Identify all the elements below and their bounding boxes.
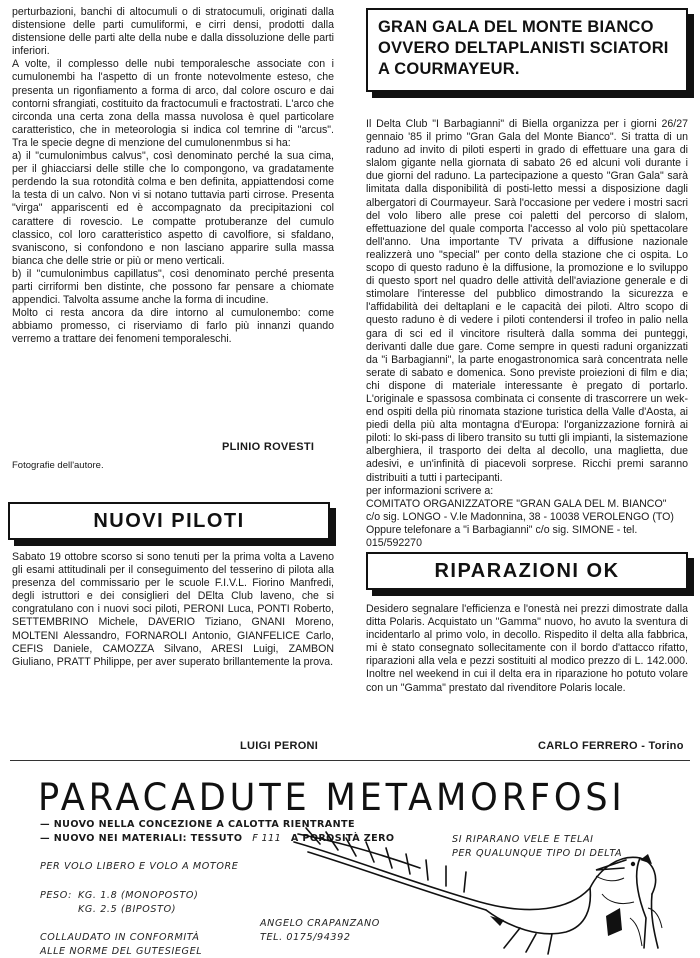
article-paragraph: Desidero segnalare l'efficienza e l'onestà nei prezzi dimostrate dalla ditta Polaris. Acquistato un "Gamma" nuovo, ho avuto la sventura di incidentarlo al primo volo, in decollo. Rispedito il delta alla fabbrica, mi è stato consegnato sollecitamente con il bordo d'attacco rifatto, riparazioni alla vela e pezzi sostituiti al modico prezzo di L. 142.000. Inoltre nel weekend in cui il delta era in riparazione ho potuto volare con un "Gamma" prestato dal rivenditore Polaris locale. <box>366 603 688 694</box>
info-line: c/o sig. LONGO - V.le Madonnina, 38 - 10038 VEROLENGO (TO) <box>366 510 674 523</box>
cumulonimbus-article <box>12 6 334 346</box>
photo-caption: Fotografie dell'autore. <box>12 460 104 471</box>
ad-cert: ALLE NORME DEL GUTESIEGEL <box>40 946 203 957</box>
ad-contact-tel: TEL. 0175/94392 <box>260 932 351 943</box>
riparazioni-article <box>366 603 688 695</box>
ad-cert: COLLAUDATO IN CONFORMITÀ <box>40 932 200 943</box>
ad-bullet-text: A POROSITÀ ZERO <box>290 833 395 844</box>
ad-use: PER VOLO LIBERO E VOLO A MOTORE <box>40 861 239 872</box>
article-paragraph: Il Delta Club "I Barbagianni" di Biella organizza per i giorni 26/27 gennaio '85 il primo "Gran Gala del Monte Bianco". Si tratta di un raduno ad invito di piloti esperti in grado di effettuare una gara di slalom gigante nella giornata di sabato 26 ed alcuni voli durante i due giorni del raduno. La partecipazione a questo "Gran Gala" sarà limitata dalla disponibilità di posti-letto messi a disposizione dagli albergatori di Courmayeur. Sarà l'occasione per vedere i mostri sacri del volo libero alle prese coi paletti del percorso di slalom, effettuazione del quale comporta l'accesso al volo più spettacolare dell'anno. Una importante TV privata a diffusione nazionale realizzerà uno "special" per conto della stazione che ci ospita. Lo scopo di questo raduno è la diffusione, la promozione e lo sviluppo di questo sport nel quadro delle attività dell'aviazione generale e di stimolare l'interesse del pubblico dimostrando la sicurezza e l'affidabilità dei deltaplani e le capacità dei piloti. Altro scopo di questo raduno è di vedere i piloti contendersi il trofeo in palio nella gara di sci ed il vincitore risulterà dalla somma dei punteggi, derivanti dalle due gare. Come sempre in questi raduni organizzati da "i Barbagianni", la parte enogastronomica sarà concentrata nelle serate di sabato e domenica. Sono previste proiezioni di film e dia; chi dispone di materiale interessante è pregato di portarlo. L'originale e spassosa combinata ci consente di trascorrere un wek-end ospiti della più rinomata stazione turistica della Valle d'Aosta, ai piedi della più alta montagna d'Europa: l'organizzazione fornirà ai piloti: lo ski-pass di libero transito su tutti gli impianti, la sistemazione alberghiera, il trasporto dei delta al decollo, una maglietta, due adesivi, e un'infinità di piacevoli sorprese. Ricchi premi saranno distribuiti a tutti i partecipanti. <box>366 118 688 484</box>
info-line: COMITATO ORGANIZZATORE "GRAN GALA DEL M. BIANCO" <box>366 497 667 510</box>
article-paragraph: A volte, il complesso delle nubi temporalesche associate con i cumulonembi ha l'aspetto di un fronte notevolmente esteso, che presenta un rigonfiamento a forma di arco, dal colore oscuro e dai contorni sfrangiati, costituito da fractocumuli e fractostrati. L'arco che circonda una certa zona della massa nuvolosa è quel particolare caratteristico, che in meteorologia si indica col temrine di "arcus". Tra le specie degne di menzione del cumulonenmbus si ha: <box>12 58 334 149</box>
article-paragraph: a) il "cumulonimbus calvus", così denominato perché la sua cima, per il ghiacciarsi delle stille che lo compongono, va gradatamente perdendo la sua rotondità colma e ben definita, appiattendosi come la testa di un calvo. Non vi si notano tuttavia parti cirrose. Presenta "virga" appariscenti ed è accompagnato da precipitazioni col carattere di rovescio. Le compatte protuberanze del cumulo classico, col loro caratteristico aspetto di cavolfiore, si sfaldano, svaniscono, si confondono e non lasciano apparire sulla massa bianca che delle strie or più or meno verticali. <box>12 150 334 267</box>
gala-article <box>366 118 688 550</box>
riparazioni-author: CARLO FERRERO - Torino <box>538 740 684 752</box>
ad-weight: KG. 2.5 (BIPOSTO) <box>78 904 177 915</box>
gala-title-line: OVVERO DELTAPLANISTI SCIATORI <box>378 39 669 57</box>
ad-fabric-code: F 111 <box>252 833 282 844</box>
piloti-title: NUOVI PILOTI <box>93 510 245 532</box>
piloti-title-box <box>8 502 330 540</box>
article-paragraph: Molto ci resta ancora da dire intorno al cumulonembo: come abbiamo promesso, ci riserviamo di farlo più innanzi quando verremo a trattare dei fenomeni temporaleschi. <box>12 307 334 346</box>
ad-repair-line: PER QUALUNQUE TIPO DI DELTA <box>452 848 623 859</box>
article-paragraph: b) il "cumulonimbus capillatus", così denominato perché presenta parti cirriformi ben distinte, che possono far pensare a chiomate appendici. Talvolta assume anche la forma di incudine. <box>12 267 334 307</box>
gala-title-box <box>366 8 688 92</box>
gala-title-line: A COURMAYEUR. <box>378 60 520 78</box>
ad-title: PARACADUTE METAMORFOSI <box>38 776 626 819</box>
gala-title-line: GRAN GALA DEL MONTE BIANCO <box>378 18 654 36</box>
article-paragraph: perturbazioni, banchi di altocumuli o di stratocumuli, originati dalla distensione delle parti cumuliformi, e cirri densi, prodotti dalla distensione delle parti alte della nube e dalla dissoluzione delle parti inferiori. <box>12 6 334 58</box>
article-author: PLINIO ROVESTI <box>222 441 315 453</box>
ad-divider <box>10 760 690 761</box>
ad-repair-line: SI RIPARANO VELE E TELAI <box>452 834 594 845</box>
ad-contact-name: ANGELO CRAPANZANO <box>260 918 380 929</box>
ad-weight-label: PESO: <box>40 890 72 901</box>
info-line: per informazioni scrivere a: <box>366 484 494 497</box>
ad-bullet-text: — NUOVO NEI MATERIALI: TESSUTO <box>40 833 243 844</box>
ad-weight: KG. 1.8 (MONOPOSTO) <box>78 890 199 901</box>
riparazioni-title: RIPARAZIONI OK <box>434 560 620 582</box>
info-line: Oppure telefonare a "i Barbagianni" c/o sig. SIMONE - tel. 015/592270 <box>366 523 638 549</box>
bird-glider-illustration <box>290 798 680 956</box>
gala-info <box>366 485 688 550</box>
article-paragraph: Sabato 19 ottobre scorso si sono tenuti per la prima volta a Laveno gli esami attitudinali per il conseguimento del tesserino di pilota alla presenza del commissario per le scuole F.I.V.L. Fiorino Manfredi, degli istruttori e dei consiglieri del DElta Club laveno, che si congratulano con i nuovi soci piloti, PERONI Luca, PONTI Roberto, SETTEMBRINO Michele, DAVERIO Tiziano, GNANI Moreno, MOLTENI Alessandro, FORNAROLI Antonio, GIANFELICE Carlo, CEFIS Daniele, CAMOZZA Silvano, ARESI Luigi, ZAMBON Giuliano, PRATT Philippe, per aver superato brillantemente la prova. <box>12 551 334 668</box>
piloti-article <box>12 551 334 669</box>
riparazioni-title-box <box>366 552 688 590</box>
piloti-author: LUIGI PERONI <box>240 740 319 752</box>
ad-bullet: — NUOVO NELLA CONCEZIONE A CALOTTA RIENTRANTE <box>40 819 355 830</box>
